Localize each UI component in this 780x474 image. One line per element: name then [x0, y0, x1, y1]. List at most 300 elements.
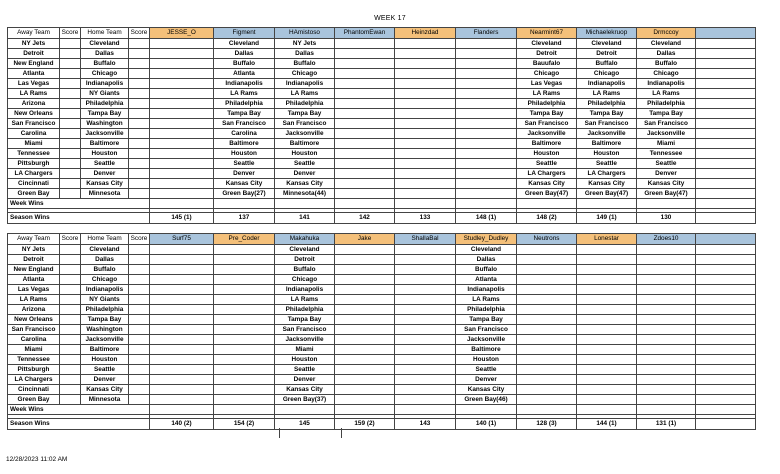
- player-name-header: [696, 28, 756, 39]
- pick-cell: [456, 119, 517, 129]
- pick-cell: [335, 169, 395, 179]
- player-name-header: Nearmint67: [517, 28, 577, 39]
- pick-cell: Houston: [517, 149, 577, 159]
- pick-cell: [335, 305, 395, 315]
- away-score-cell: [60, 179, 81, 189]
- player-name-header: HAmistoso: [275, 28, 335, 39]
- pick-cell: [395, 395, 456, 405]
- home-score-cell: [129, 69, 150, 79]
- pick-cell: [335, 59, 395, 69]
- pick-cell: Kansas City: [456, 385, 517, 395]
- week-wins-cell: [214, 405, 275, 415]
- pick-cell: San Francisco: [637, 119, 696, 129]
- pick-cell: Houston: [577, 149, 637, 159]
- away-score-cell: [60, 99, 81, 109]
- pick-cell: [517, 365, 577, 375]
- pick-cell: [696, 365, 756, 375]
- away-team-cell: Atlanta: [8, 69, 60, 79]
- game-row: [8, 265, 756, 275]
- pick-cell: [150, 345, 214, 355]
- season-wins-cell: 159 (2): [335, 419, 395, 430]
- pick-cell: [214, 365, 275, 375]
- pick-cell: [214, 355, 275, 365]
- home-score-cell: [129, 99, 150, 109]
- player-name-header: Studley_Dudley: [456, 234, 517, 245]
- game-row: [8, 355, 756, 365]
- pick-cell: [214, 275, 275, 285]
- pick-cell: [395, 49, 456, 59]
- home-team-cell: Cleveland: [81, 245, 129, 255]
- pick-cell: [335, 129, 395, 139]
- pick-cell: Seattle: [214, 159, 275, 169]
- pick-cell: [395, 285, 456, 295]
- away-team-cell: Miami: [8, 139, 60, 149]
- away-score-cell: [60, 325, 81, 335]
- home-team-cell: Minnesota: [81, 395, 129, 405]
- pick-cell: [395, 315, 456, 325]
- week-wins-cell: [577, 199, 637, 209]
- game-row: [8, 345, 756, 355]
- game-row: [8, 275, 756, 285]
- pick-cell: [456, 189, 517, 199]
- pick-cell: [395, 345, 456, 355]
- pick-cell: [150, 245, 214, 255]
- pick-cell: [637, 355, 696, 365]
- pick-cell: [150, 169, 214, 179]
- player-name-header: Flanders: [456, 28, 517, 39]
- away-team-cell: Miami: [8, 345, 60, 355]
- pick-cell: [696, 265, 756, 275]
- week-wins-cell: [335, 405, 395, 415]
- pick-cell: [637, 285, 696, 295]
- pick-cell: [696, 395, 756, 405]
- pick-cell: Tampa Bay: [456, 315, 517, 325]
- pick-cell: San Francisco: [214, 119, 275, 129]
- week-wins-cell: [637, 405, 696, 415]
- pick-cell: [395, 99, 456, 109]
- away-score-cell: [60, 129, 81, 139]
- pick-cell: [150, 49, 214, 59]
- away-team-cell: New England: [8, 265, 60, 275]
- pick-cell: [696, 169, 756, 179]
- player-name-header: Jake: [335, 234, 395, 245]
- week-wins-cell: [517, 199, 577, 209]
- away-score-cell: [60, 89, 81, 99]
- pick-cell: [517, 355, 577, 365]
- pick-cell: [335, 285, 395, 295]
- player-name-header: Drmccoy: [637, 28, 696, 39]
- away-score-cell: [60, 139, 81, 149]
- pick-cell: [214, 255, 275, 265]
- away-score-cell: [60, 69, 81, 79]
- away-score-cell: [60, 285, 81, 295]
- away-team-cell: Cincinnati: [8, 179, 60, 189]
- pick-cell: [637, 255, 696, 265]
- week-wins-cell: [275, 199, 335, 209]
- pick-cell: San Francisco: [577, 119, 637, 129]
- season-wins-cell: 131 (1): [637, 419, 696, 430]
- pick-cell: [696, 119, 756, 129]
- pick-cell: Buffalo: [577, 59, 637, 69]
- pick-cell: [150, 305, 214, 315]
- pick-cell: [696, 179, 756, 189]
- pick-cell: Chicago: [637, 69, 696, 79]
- pick-cell: [395, 149, 456, 159]
- pick-cell: [214, 315, 275, 325]
- picks-table-bottom: [7, 233, 756, 430]
- home-team-cell: Kansas City: [81, 179, 129, 189]
- home-score-cell: [129, 89, 150, 99]
- week-wins-label: Week Wins: [8, 199, 150, 209]
- home-score-cell: [129, 179, 150, 189]
- season-wins-cell: 140 (1): [456, 419, 517, 430]
- season-wins-cell: 148 (1): [456, 213, 517, 224]
- pick-cell: [150, 295, 214, 305]
- pick-cell: LA Chargers: [577, 169, 637, 179]
- player-name-header: Zdoes10: [637, 234, 696, 245]
- pick-cell: [696, 295, 756, 305]
- pick-cell: Philadelphia: [275, 305, 335, 315]
- pick-cell: [150, 285, 214, 295]
- home-team-cell: Kansas City: [81, 385, 129, 395]
- pick-cell: Jacksonville: [637, 129, 696, 139]
- pick-cell: Indianapolis: [275, 79, 335, 89]
- pick-cell: Buffalo: [214, 59, 275, 69]
- pick-cell: San Francisco: [456, 325, 517, 335]
- pick-cell: [517, 255, 577, 265]
- score-header: Score: [60, 28, 81, 39]
- picks-table-top: [7, 27, 756, 224]
- pick-cell: [335, 335, 395, 345]
- pick-cell: [214, 345, 275, 355]
- pick-cell: Tampa Bay: [214, 109, 275, 119]
- pick-cell: [335, 109, 395, 119]
- pick-cell: [456, 159, 517, 169]
- pick-cell: [696, 69, 756, 79]
- game-row: [8, 119, 756, 129]
- game-row: [8, 325, 756, 335]
- pick-cell: Chicago: [517, 69, 577, 79]
- pick-cell: [395, 69, 456, 79]
- pick-cell: [395, 129, 456, 139]
- pick-cell: [637, 365, 696, 375]
- pick-cell: [395, 119, 456, 129]
- pick-cell: Kansas City: [275, 179, 335, 189]
- pick-cell: LA Rams: [275, 295, 335, 305]
- home-team-cell: Seattle: [81, 365, 129, 375]
- pick-cell: [696, 159, 756, 169]
- game-row: [8, 39, 756, 49]
- away-score-cell: [60, 315, 81, 325]
- pick-cell: [696, 79, 756, 89]
- game-row: [8, 169, 756, 179]
- player-name-header: Surf75: [150, 234, 214, 245]
- away-team-cell: Arizona: [8, 305, 60, 315]
- pick-cell: [456, 69, 517, 79]
- pick-cell: [395, 189, 456, 199]
- pick-cell: Indianapolis: [275, 285, 335, 295]
- pick-cell: [150, 275, 214, 285]
- pick-cell: [335, 189, 395, 199]
- pick-cell: [696, 39, 756, 49]
- pick-cell: [696, 285, 756, 295]
- pick-cell: [335, 79, 395, 89]
- pick-cell: Dallas: [637, 49, 696, 59]
- pick-cell: [214, 325, 275, 335]
- score-header: Score: [129, 234, 150, 245]
- game-row: [8, 375, 756, 385]
- game-row: [8, 305, 756, 315]
- week-wins-row: [8, 405, 756, 415]
- pick-cell: [150, 355, 214, 365]
- away-score-cell: [60, 385, 81, 395]
- home-score-cell: [129, 275, 150, 285]
- pick-cell: Tampa Bay: [637, 109, 696, 119]
- pick-cell: [637, 395, 696, 405]
- home-score-cell: [129, 49, 150, 59]
- pick-cell: [637, 345, 696, 355]
- week-title: WEEK 17: [374, 15, 406, 22]
- pick-cell: [150, 395, 214, 405]
- player-name-header: Neutrons: [517, 234, 577, 245]
- pick-cell: Chicago: [577, 69, 637, 79]
- player-name-header: ShallaBal: [395, 234, 456, 245]
- pick-cell: [456, 39, 517, 49]
- season-wins-cell: 128 (3): [517, 419, 577, 430]
- pick-cell: [696, 255, 756, 265]
- away-team-cell: Atlanta: [8, 275, 60, 285]
- week-wins-cell: [456, 405, 517, 415]
- pick-cell: [456, 169, 517, 179]
- away-score-cell: [60, 169, 81, 179]
- pick-cell: [395, 325, 456, 335]
- pick-cell: [456, 99, 517, 109]
- pick-cell: [150, 189, 214, 199]
- score-header: Score: [129, 28, 150, 39]
- pick-cell: Philadelphia: [577, 99, 637, 109]
- pick-cell: [696, 139, 756, 149]
- pick-cell: [150, 59, 214, 69]
- home-score-cell: [129, 395, 150, 405]
- pick-cell: [150, 39, 214, 49]
- pick-cell: [577, 335, 637, 345]
- pick-cell: Tampa Bay: [275, 109, 335, 119]
- player-name-header: Figment: [214, 28, 275, 39]
- away-team-cell: Carolina: [8, 129, 60, 139]
- pick-cell: [637, 335, 696, 345]
- home-score-cell: [129, 365, 150, 375]
- home-score-cell: [129, 109, 150, 119]
- pick-cell: [335, 89, 395, 99]
- away-score-cell: [60, 245, 81, 255]
- pick-cell: Bauufalo: [517, 59, 577, 69]
- pick-cell: Detroit: [517, 49, 577, 59]
- pick-cell: [517, 325, 577, 335]
- player-name-header: Makahuka: [275, 234, 335, 245]
- pick-cell: [335, 149, 395, 159]
- week-wins-cell: [275, 405, 335, 415]
- pick-cell: [335, 395, 395, 405]
- pick-cell: NY Jets: [275, 39, 335, 49]
- away-score-cell: [60, 39, 81, 49]
- pick-cell: [395, 335, 456, 345]
- week-wins-cell: [517, 405, 577, 415]
- home-score-cell: [129, 385, 150, 395]
- home-team-cell: Denver: [81, 169, 129, 179]
- away-team-cell: LA Chargers: [8, 169, 60, 179]
- away-team-cell: Detroit: [8, 49, 60, 59]
- home-team-header: Home Team: [81, 28, 129, 39]
- pick-cell: [637, 315, 696, 325]
- pick-cell: [577, 265, 637, 275]
- pick-cell: [335, 245, 395, 255]
- pick-cell: Dallas: [456, 255, 517, 265]
- season-wins-cell: 133: [395, 213, 456, 224]
- week-wins-cell: [577, 405, 637, 415]
- pick-cell: Indianapolis: [456, 285, 517, 295]
- game-row: [8, 365, 756, 375]
- pick-cell: [577, 275, 637, 285]
- table-divider-line: [341, 428, 342, 438]
- pick-cell: [395, 275, 456, 285]
- pick-cell: [335, 275, 395, 285]
- game-row: [8, 285, 756, 295]
- pick-cell: [517, 245, 577, 255]
- pick-cell: Detroit: [577, 49, 637, 59]
- pick-cell: Denver: [456, 375, 517, 385]
- home-score-cell: [129, 119, 150, 129]
- game-row: [8, 89, 756, 99]
- season-wins-cell: 141: [275, 213, 335, 224]
- home-score-cell: [129, 139, 150, 149]
- home-team-cell: Washington: [81, 325, 129, 335]
- pick-cell: Denver: [275, 375, 335, 385]
- away-team-cell: LA Chargers: [8, 375, 60, 385]
- pick-cell: [214, 395, 275, 405]
- pick-cell: [696, 335, 756, 345]
- home-score-cell: [129, 149, 150, 159]
- pick-cell: Cleveland: [214, 39, 275, 49]
- home-score-cell: [129, 189, 150, 199]
- pick-cell: [150, 139, 214, 149]
- home-team-cell: Philadelphia: [81, 99, 129, 109]
- pick-cell: [335, 315, 395, 325]
- player-name-header: Heinzdad: [395, 28, 456, 39]
- pick-cell: [150, 119, 214, 129]
- season-wins-cell: 145 (1): [150, 213, 214, 224]
- pick-cell: Miami: [275, 345, 335, 355]
- pick-cell: Indianapolis: [214, 79, 275, 89]
- player-name-header: Lonestar: [577, 234, 637, 245]
- pick-cell: Cleveland: [517, 39, 577, 49]
- pick-cell: [696, 149, 756, 159]
- pick-cell: [696, 109, 756, 119]
- pick-cell: [637, 325, 696, 335]
- pick-cell: [696, 375, 756, 385]
- pick-cell: [637, 275, 696, 285]
- pick-cell: Kansas City: [637, 179, 696, 189]
- home-score-cell: [129, 345, 150, 355]
- pick-cell: [150, 265, 214, 275]
- pick-cell: [335, 345, 395, 355]
- away-score-cell: [60, 355, 81, 365]
- week-wins-label: Week Wins: [8, 405, 150, 415]
- pick-cell: [577, 285, 637, 295]
- pick-cell: Baltimore: [214, 139, 275, 149]
- pick-cell: [696, 89, 756, 99]
- pick-cell: Green Bay(47): [517, 189, 577, 199]
- pick-cell: [395, 255, 456, 265]
- away-team-cell: Las Vegas: [8, 79, 60, 89]
- season-wins-cell: 145: [275, 419, 335, 430]
- pick-cell: [214, 245, 275, 255]
- pick-cell: Tampa Bay: [517, 109, 577, 119]
- away-team-header: Away Team: [8, 234, 60, 245]
- pick-cell: Tennessee: [637, 149, 696, 159]
- home-team-cell: Chicago: [81, 275, 129, 285]
- header-row: [8, 28, 756, 39]
- game-row: [8, 245, 756, 255]
- pick-cell: [150, 315, 214, 325]
- away-score-cell: [60, 275, 81, 285]
- week-wins-row: [8, 199, 756, 209]
- home-team-cell: Indianapolis: [81, 285, 129, 295]
- home-team-cell: Seattle: [81, 159, 129, 169]
- pick-cell: Green Bay(47): [637, 189, 696, 199]
- pick-cell: [335, 255, 395, 265]
- home-score-cell: [129, 285, 150, 295]
- pick-cell: [335, 385, 395, 395]
- pick-cell: Carolina: [214, 129, 275, 139]
- pick-cell: Baltimore: [456, 345, 517, 355]
- pick-cell: Philadelphia: [214, 99, 275, 109]
- pick-cell: [395, 109, 456, 119]
- away-team-header: Away Team: [8, 28, 60, 39]
- home-team-cell: Dallas: [81, 49, 129, 59]
- home-team-cell: Tampa Bay: [81, 109, 129, 119]
- away-team-cell: Detroit: [8, 255, 60, 265]
- pick-cell: [637, 265, 696, 275]
- pick-cell: Buffalo: [275, 59, 335, 69]
- pick-cell: [577, 245, 637, 255]
- pick-cell: Chicago: [275, 275, 335, 285]
- pick-cell: [456, 139, 517, 149]
- home-score-cell: [129, 325, 150, 335]
- game-row: [8, 335, 756, 345]
- pick-cell: Seattle: [637, 159, 696, 169]
- away-team-cell: New England: [8, 59, 60, 69]
- pick-cell: Jacksonville: [275, 335, 335, 345]
- pick-cell: [150, 385, 214, 395]
- pick-cell: [214, 285, 275, 295]
- pick-cell: [395, 375, 456, 385]
- pick-cell: LA Rams: [517, 89, 577, 99]
- pick-cell: [395, 89, 456, 99]
- print-timestamp: 12/28/2023 11:02 AM: [6, 456, 68, 463]
- pick-cell: [577, 325, 637, 335]
- home-score-cell: [129, 375, 150, 385]
- season-wins-cell: 144 (1): [577, 419, 637, 430]
- pick-cell: [335, 119, 395, 129]
- home-team-cell: Houston: [81, 149, 129, 159]
- home-score-cell: [129, 355, 150, 365]
- game-row: [8, 129, 756, 139]
- season-wins-cell: 149 (1): [577, 213, 637, 224]
- pick-cell: [395, 79, 456, 89]
- pick-cell: [456, 149, 517, 159]
- home-team-cell: Chicago: [81, 69, 129, 79]
- game-row: [8, 159, 756, 169]
